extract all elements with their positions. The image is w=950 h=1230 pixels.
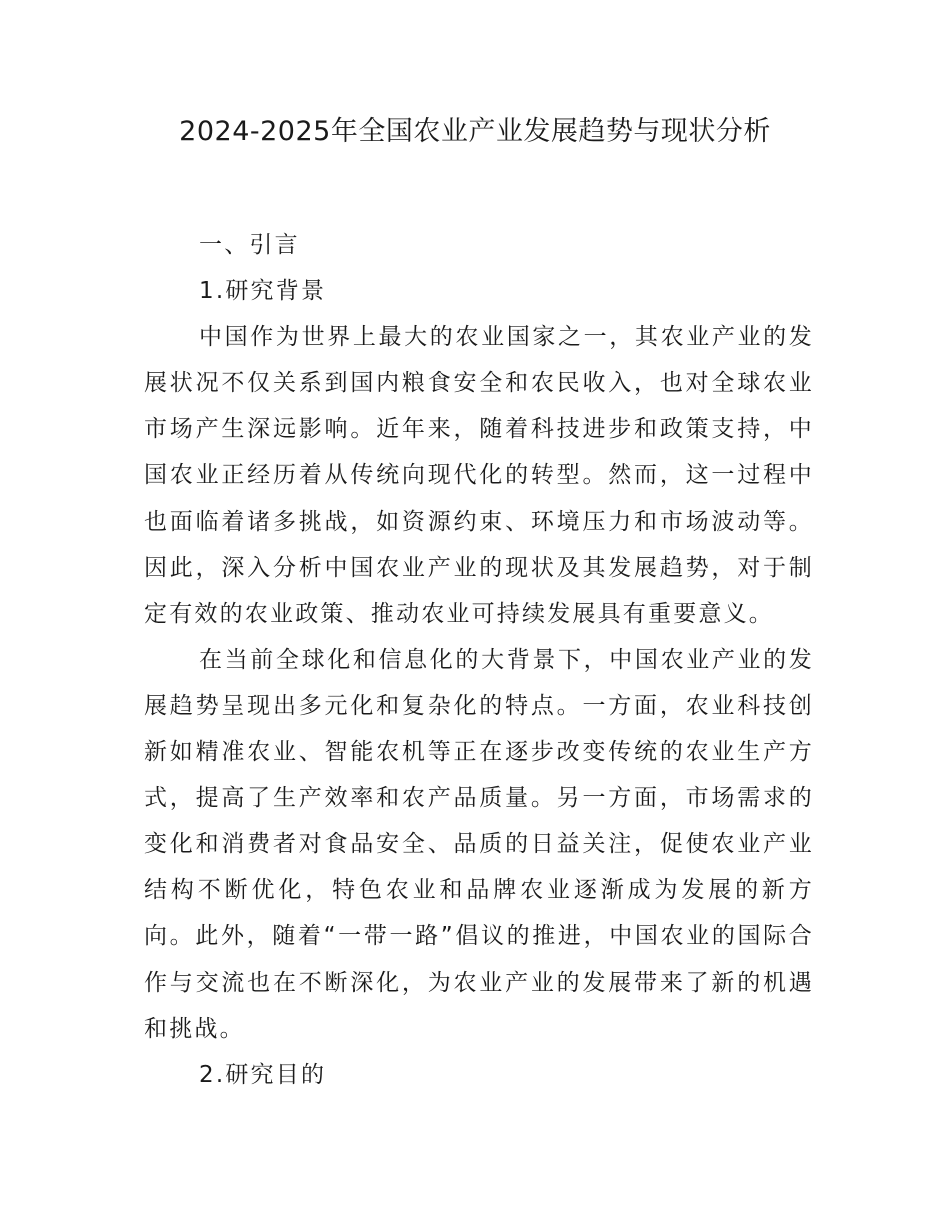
section-heading-introduction: 一、引言 bbox=[199, 232, 300, 258]
paragraph-trends: 在当前全球化和信息化的大背景下，中国农业产业的发展趋势呈现出多元化和复杂化的特点。一方面，农业科技创新如精准农业、智能农机等正在逐步改变传统的农业生产方式，提高了生产效率和农产品质量。另一方面，市场需求的变化和消费者对食品安全、品质的日益关注，促使农业产业结构不断优化，特色农业和品牌农业逐渐成为发展的新方向。此外，随着“一带一路”倡议的推进，中国农业的国际合作与交流也在不断深化，为农业产业的发展带来了新的机遇和挑战。 bbox=[144, 646, 814, 1042]
subsection-heading-research-purpose: 2.研究目的 bbox=[199, 1061, 327, 1088]
document-body bbox=[144, 222, 814, 1098]
paragraph-background: 中国作为世界上最大的农业国家之一，其农业产业的发展状况不仅关系到国内粮食安全和农民收入，也对全球农业市场产生深远影响。近年来，随着科技进步和政策支持，中国农业正经历着从传统向现代化的转型。然而，这一过程中也面临着诸多挑战，如资源约束、环境压力和市场波动等。因此，深入分析中国农业产业的现状及其发展趋势，对于制定有效的农业政策、推动农业可持续发展具有重要意义。 bbox=[144, 324, 814, 627]
subsection-heading-research-background: 1.研究背景 bbox=[199, 278, 327, 305]
document-title: 2024-2025年全国农业产业发展趋势与现状分析 bbox=[179, 116, 771, 147]
